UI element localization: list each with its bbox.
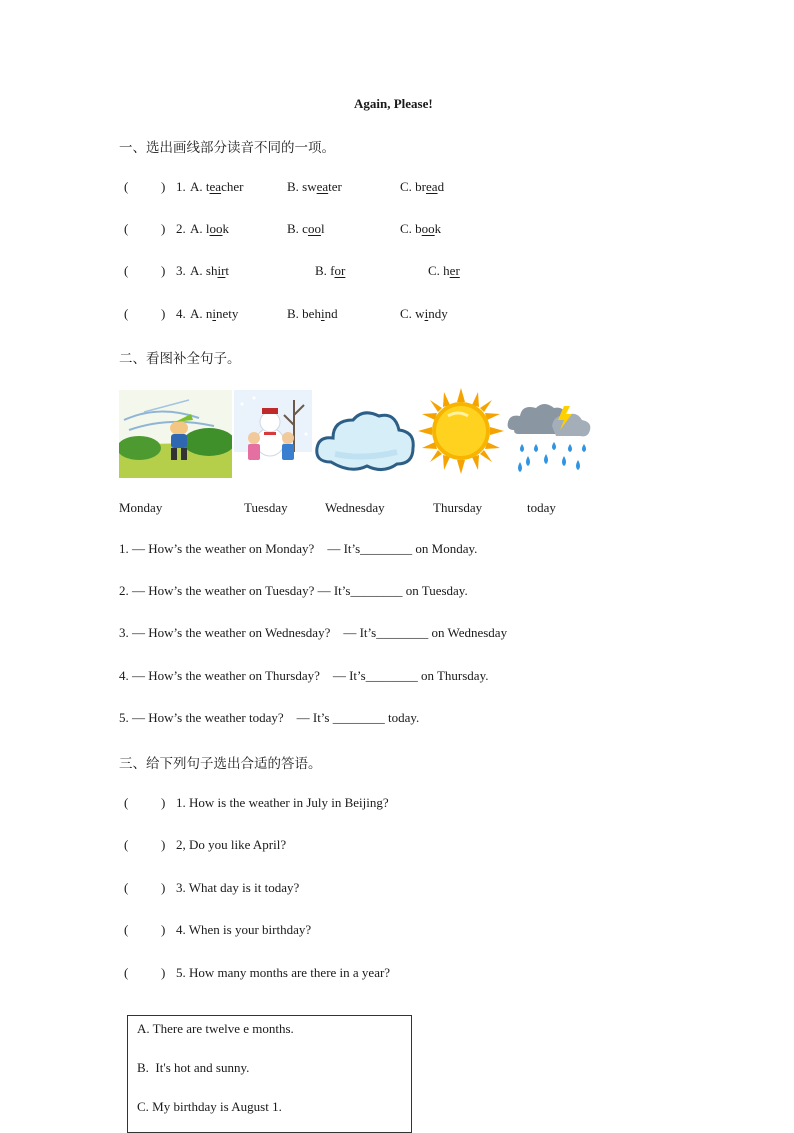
sentence-2: 2. — How’s the weather on Tuesday? — It’s________ on Tuesday. (119, 583, 468, 598)
answer-paren-close: ) (161, 795, 166, 810)
answer-option-c: C. My birthday is August 1. (137, 1099, 282, 1114)
answer-option-b: B. It's hot and sunny. (137, 1060, 250, 1075)
option-b: B. for (315, 263, 346, 278)
answer-paren-open: ( (124, 795, 129, 810)
item-number: 3. (176, 263, 186, 278)
answer-paren-close: ) (161, 880, 166, 895)
sun-icon (418, 388, 504, 474)
question-text: 5. How many months are there in a year? (176, 965, 391, 980)
answer-paren-close: ) (161, 837, 166, 852)
snowman-scene-icon (234, 390, 312, 476)
section2-heading: 二、看图补全句子。 (119, 351, 241, 366)
answer-paren-open: ( (124, 837, 129, 852)
section1-heading: 一、选出画线部分读音不同的一项。 (119, 140, 335, 155)
answer-paren-open: ( (124, 263, 129, 278)
question-text: 2, Do you like April? (176, 837, 287, 852)
option-a: A. look (190, 221, 230, 236)
windy-scene-icon (119, 390, 232, 478)
answer-option-a: A. There are twelve e months. (137, 1021, 294, 1036)
answer-paren-close: ) (161, 221, 166, 236)
day-label-thursday: Thursday (433, 500, 483, 515)
option-c: C. her (428, 263, 460, 278)
answer-paren-open: ( (124, 922, 129, 937)
answer-paren-close: ) (161, 306, 166, 321)
answer-paren-close: ) (161, 179, 166, 194)
option-b: B. cool (287, 221, 325, 236)
rain-cloud-icon (506, 400, 592, 476)
option-a: A. ninety (190, 306, 239, 321)
day-label-wednesday: Wednesday (325, 500, 385, 515)
answer-paren-close: ) (161, 965, 166, 980)
day-label-tuesday: Tuesday (244, 500, 288, 515)
answer-paren-open: ( (124, 306, 129, 321)
option-b: B. sweater (287, 179, 342, 194)
sentence-1: 1. — How’s the weather on Monday? — It’s________ on Monday. (119, 541, 478, 556)
option-c: C. bread (400, 179, 445, 194)
answer-paren-close: ) (161, 922, 166, 937)
question-text: 3. What day is it today? (176, 880, 300, 895)
option-b: B. behind (287, 306, 338, 321)
item-number: 1. (176, 179, 186, 194)
item-number: 4. (176, 306, 186, 321)
option-c: C. book (400, 221, 442, 236)
day-label-today: today (527, 500, 556, 515)
option-a: A. shirt (190, 263, 230, 278)
question-text: 4. When is your birthday? (176, 922, 312, 937)
sentence-4: 4. — How’s the weather on Thursday? — It’s________ on Thursday. (119, 668, 489, 683)
sentence-3: 3. — How’s the weather on Wednesday? — It’s________ on Wednesday (119, 625, 508, 640)
page-title: Again, Please! (354, 96, 433, 111)
day-label-monday: Monday (119, 500, 163, 515)
section3-heading: 三、给下列句子选出合适的答语。 (119, 756, 322, 771)
answer-paren-open: ( (124, 965, 129, 980)
answer-paren-open: ( (124, 179, 129, 194)
sentence-5: 5. — How’s the weather today? — It’s ________ today. (119, 710, 420, 725)
cloud-icon (313, 404, 417, 476)
answer-paren-close: ) (161, 263, 166, 278)
option-c: C. windy (400, 306, 448, 321)
option-a: A. teacher (190, 179, 244, 194)
answer-paren-open: ( (124, 221, 129, 236)
question-text: 1. How is the weather in July in Beijing? (176, 795, 389, 810)
answer-paren-open: ( (124, 880, 129, 895)
item-number: 2. (176, 221, 186, 236)
